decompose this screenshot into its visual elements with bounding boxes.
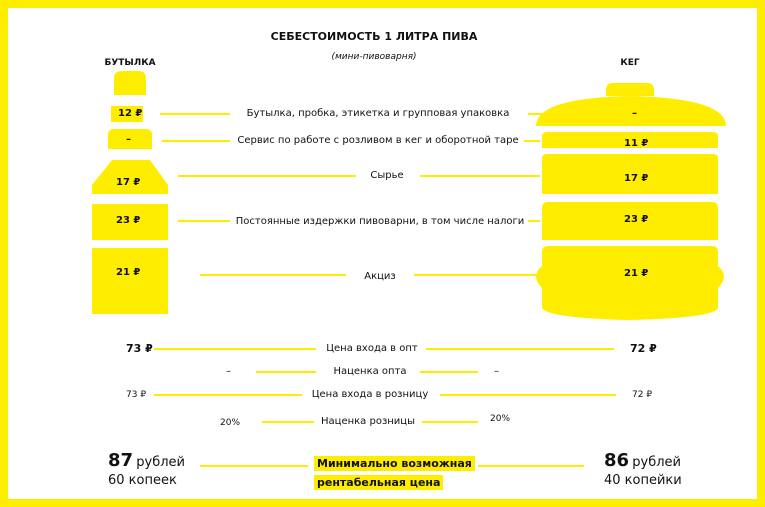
- bottle-value-fixed: 23 ₽: [116, 215, 141, 226]
- keg-top: [536, 96, 726, 126]
- keg-value-raw: 17 ₽: [624, 173, 649, 184]
- keg-cap: [606, 83, 654, 96]
- bottle-value-keg-service: –: [126, 134, 131, 145]
- bottle-final-price: [108, 450, 185, 471]
- summary-label-wholesale-price: Цена входа в опт: [326, 343, 418, 354]
- keg-shape: [536, 83, 726, 320]
- row-label-raw: Сырье: [370, 170, 404, 181]
- keg-value-excise: 21 ₽: [624, 268, 649, 279]
- page-subtitle: (мини-пивоварня): [331, 52, 417, 62]
- bottle-final-kopecks: 60 копеек: [108, 473, 177, 488]
- bottle-final-rubles: 87: [108, 450, 134, 471]
- summary-keg-wholesale-price: 72 ₽: [630, 342, 657, 355]
- summary-bottle-retail-markup: 20%: [220, 418, 241, 428]
- final-label-line2: рентабельная цена: [314, 475, 443, 490]
- keg-final-rubles: 86: [604, 450, 630, 471]
- bottle-body-segment-2: [92, 248, 168, 314]
- keg-value-fixed: 23 ₽: [624, 214, 649, 225]
- summary-bottle-wholesale-markup: –: [226, 366, 231, 377]
- keg-final-price: [604, 450, 681, 471]
- bottle-value-excise: 21 ₽: [116, 267, 141, 278]
- summary-label-retail-price: Цена входа в розницу: [311, 389, 429, 400]
- keg-value-keg-service: 11 ₽: [624, 138, 649, 149]
- final-label-line1: Минимально возможная: [314, 456, 475, 471]
- row-label-packaging: Бутылка, пробка, этикетка и групповая упаковка: [246, 108, 510, 119]
- row-label-excise: Акциз: [364, 271, 396, 282]
- bottle-value-packaging: 12 ₽: [118, 108, 143, 119]
- final-label: [314, 452, 478, 490]
- summary-label-retail-markup: Наценка розницы: [320, 416, 416, 427]
- bottle-final-rubles-word: рублей: [136, 455, 185, 470]
- keg-value-packaging: –: [632, 108, 637, 119]
- page-title: СЕБЕСТОИМОСТЬ 1 ЛИТРА ПИВА: [270, 30, 478, 43]
- keg-heading: КЕГ: [620, 58, 640, 68]
- bottle-cap: [114, 71, 146, 95]
- bottle-heading: БУТЫЛКА: [104, 58, 156, 68]
- keg-segment-excise: [536, 246, 724, 320]
- summary-label-wholesale-markup: Наценка опта: [333, 366, 407, 377]
- bottle-value-raw: 17 ₽: [116, 177, 141, 188]
- summary-keg-retail-markup: 20%: [490, 414, 511, 424]
- row-label-fixed: Постоянные издержки пивоварни, в том числе налоги: [235, 216, 525, 227]
- keg-final-rubles-word: рублей: [632, 455, 681, 470]
- summary-bottle-wholesale-price: 73 ₽: [126, 342, 153, 355]
- keg-final-kopecks: 40 копейки: [604, 473, 682, 488]
- summary-keg-retail-price: 72 ₽: [632, 390, 653, 400]
- summary-bottle-retail-price: 73 ₽: [126, 390, 147, 400]
- row-label-keg-service: Сервис по работе с розливом в кег и оборотной таре: [237, 135, 519, 146]
- summary-keg-wholesale-markup: –: [494, 366, 499, 377]
